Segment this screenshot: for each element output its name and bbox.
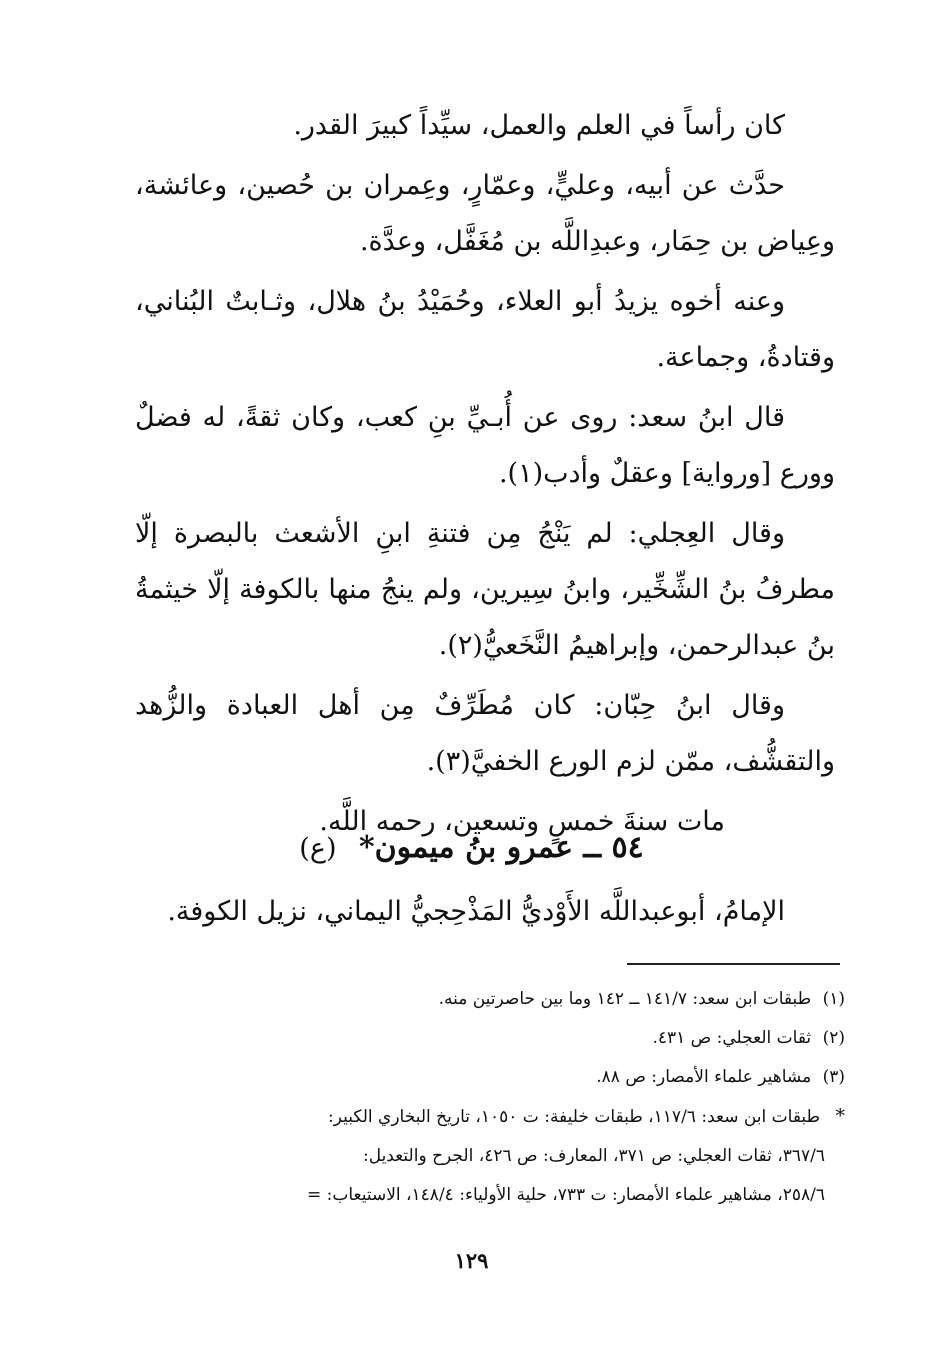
entry-title: ٥٤ ــ عمرو بنُ ميمون* (358, 830, 644, 865)
paragraph-ibn-hibban: وقال ابنُ حِبّان: كان مُطَرِّفٌ مِن أهل العبادة والزُّهد والتقشُّف، ممّن لزم الورع الخفيَّ(٣). (135, 690, 835, 777)
paragraph-ijli: وقال العِجلي: لم يَنْجُ مِن فتنةِ ابنِ الأشعث بالبصرة إلّا مطرفُ بنُ الشِّخِّير، وابنُ سِيرين، ولم ينجُ منها بالكوفة إلّا خيثمةُ بنُ عبدالرحمن، وإبراهيمُ النَّخَعيُّ(٢). (135, 518, 835, 661)
page-number: ١٢٩ (454, 1248, 489, 1273)
paragraph-narrators: وعنه أخوه يزيدُ أبو العلاء، وحُمَيْدُ بنُ هلال، وثـابتٌ البُناني، وقتادةُ، وجماعة. (135, 286, 835, 373)
death-line: مات سنةَ خمسٍ وتسعين، رحمه اللَّه. (319, 806, 725, 837)
footnote (130, 1019, 845, 1058)
entry-bio: الإمامُ، أبوعبداللَّه الأَوْديُّ المَذْحِجيُّ اليماني، نزيل الكوفة. (167, 896, 785, 927)
footnote-number: (٣) (822, 1067, 845, 1087)
asterisk-marker: * (835, 1105, 845, 1127)
entry-heading (0, 818, 943, 879)
sources-text: طبقات ابن سعد: ١١٧/٦، طبقات خليفة: ت ١٠٥٠، تاريخ البخاري الكبير: (327, 1107, 821, 1127)
footnote-text: مشاهير علماء الأمصار: ص ٨٨. (596, 1067, 812, 1087)
footnotes-block (130, 980, 845, 1215)
sources-line: ٣٦٧/٦، ثقات العجلي: ص ٣٧١، المعارف: ص ٤٢٦، الجرح والتعديل: (362, 1146, 825, 1166)
footnote-text: ثقات العجلي: ص ٤٣١. (652, 1028, 812, 1048)
footnote-text: طبقات ابن سعد: ١٤١/٧ ــ ١٤٢ وما بين حاصرتين منه. (438, 989, 812, 1009)
paragraph-status: كان رأساً في العلم والعمل، سيِّداً كبيرَ القدر. (293, 110, 785, 141)
footnote-divider (627, 963, 840, 965)
main-text (135, 98, 835, 850)
sources-line (130, 1097, 845, 1137)
sources-line: ٢٥٨/٦، مشاهير علماء الأمصار: ت ٧٣٣، حلية الأولياء: ١٤٨/٤، الاستيعاب: = (306, 1185, 825, 1205)
entry-code: (ع) (299, 833, 337, 864)
footnote (130, 1058, 845, 1097)
paragraph-narrated-from: حدَّث عن أبيه، وعليٍّ، وعمّارٍ، وعِمران بن حُصين، وعائشة، وعِياض بن حِمَار، وعبدِاللَّه بن مُغَفَّل، وعدَّة. (135, 170, 835, 257)
paragraph-ibn-sad: قال ابنُ سعد: روى عن أُبـيِّ بنِ كعب، وكان ثقةً، له فضلٌ وورع [ورواية] وعقلٌ وأدب(١). (135, 402, 835, 489)
footnote-number: (٢) (822, 1028, 845, 1048)
footnote (130, 980, 845, 1019)
footnote-number: (١) (822, 989, 845, 1009)
